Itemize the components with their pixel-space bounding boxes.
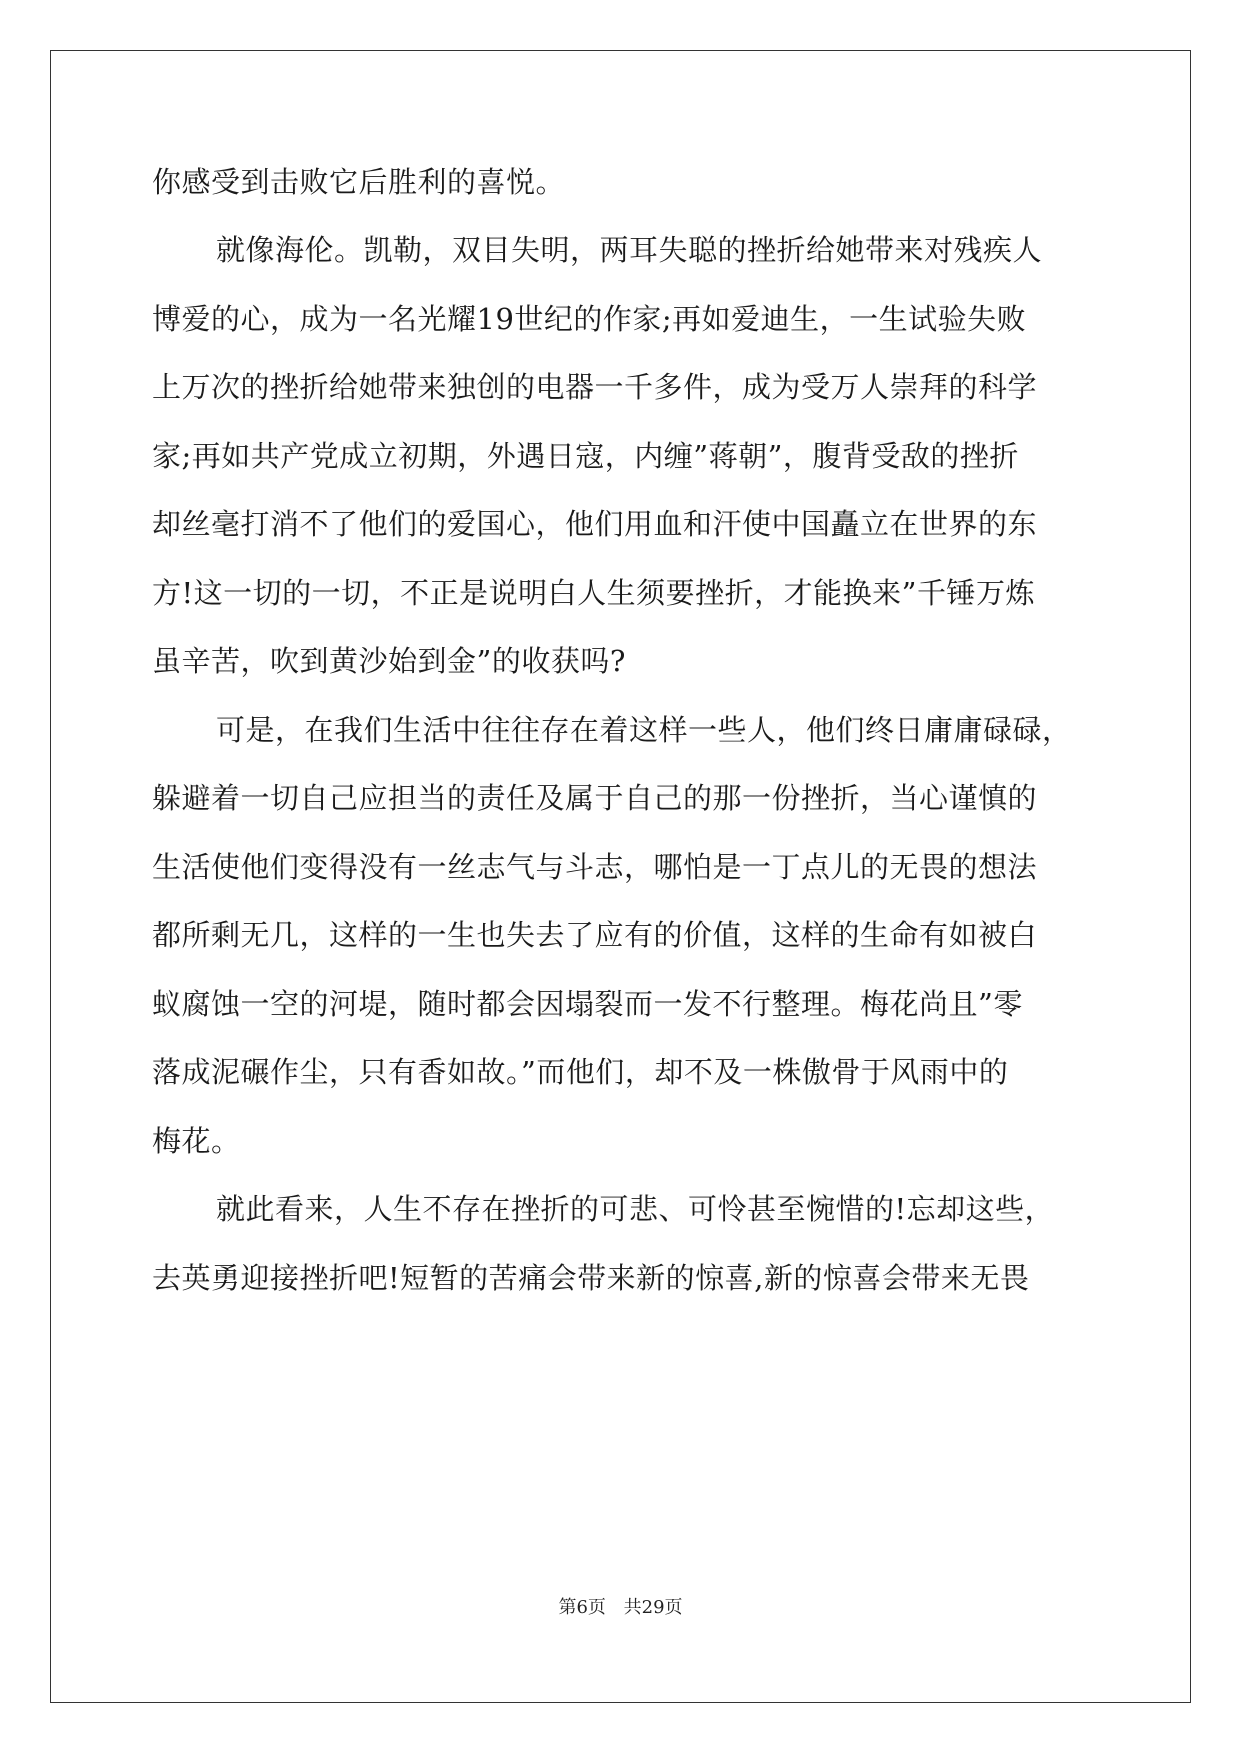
text-line: 去英勇迎接挫折吧!短暂的苦痛会带来新的惊喜,新的惊喜会带来无畏 bbox=[152, 1261, 1030, 1295]
text-line: 生活使他们变得没有一丝志气与斗志，哪怕是一丁点儿的无畏的想法 bbox=[152, 850, 1038, 884]
text-line: 蚁腐蚀一空的河堤，随时都会因塌裂而一发不行整理。梅花尚且”零 bbox=[152, 987, 1023, 1021]
text-line: 躲避着一切自己应担当的责任及属于自己的那一份挫折，当心谨慎的 bbox=[152, 781, 1038, 815]
text-line: 梅花。 bbox=[152, 1124, 241, 1158]
text-line: 家;再如共产党成立初期，外遇日寇，内缠”蒋朝”，腹背受敌的挫折 bbox=[152, 439, 1019, 473]
text-line: 却丝毫打消不了他们的爱国心，他们用血和汗使中国矗立在世界的东 bbox=[152, 507, 1038, 541]
paragraph-start-line: 就像海伦。凯勒，双目失明，两耳失聪的挫折给她带来对残疾人 bbox=[216, 233, 1043, 267]
text-line: 博爱的心，成为一名光耀19世纪的作家;再如爱迪生，一生试验失败 bbox=[152, 302, 1027, 336]
text-line: 都所剩无几，这样的一生也失去了应有的价值，这样的生命有如被白 bbox=[152, 918, 1038, 952]
text-line: 上万次的挫折给她带来独创的电器一千多件，成为受万人崇拜的科学 bbox=[152, 370, 1038, 404]
text-line: 虽辛苦，吹到黄沙始到金”的收获吗? bbox=[152, 644, 626, 678]
text-line: 方!这一切的一切，不正是说明白人生须要挫折，才能换来”千锤万炼 bbox=[152, 576, 1035, 610]
page-number: 第6页 bbox=[558, 1597, 606, 1618]
text-line: 落成泥碾作尘，只有香如故。”而他们，却不及一株傲骨于风雨中的 bbox=[152, 1055, 1009, 1089]
paragraph-start-line: 可是，在我们生活中往往存在着这样一些人，他们终日庸庸碌碌， bbox=[216, 713, 1072, 747]
page-total: 共29页 bbox=[623, 1597, 683, 1618]
page-footer bbox=[0, 1593, 1241, 1619]
text-line: 你感受到击败它后胜利的喜悦。 bbox=[152, 165, 566, 199]
paragraph-start-line: 就此看来，人生不存在挫折的可悲、可怜甚至惋惜的!忘却这些， bbox=[216, 1192, 1055, 1226]
